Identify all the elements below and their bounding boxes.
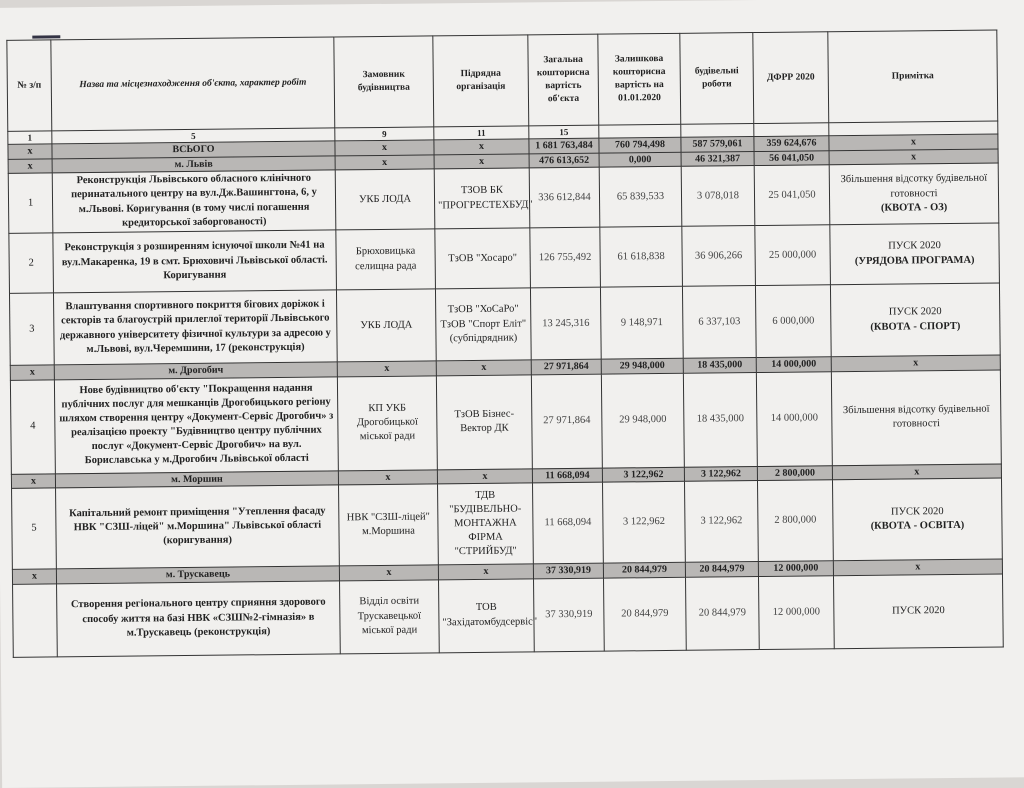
cell-number: x [10,365,54,380]
cell-name: Реконструкція з розширенням існуючої школи №41 на вул.Макаренка, 19 в смт. Брюховичі Львівської області. Коригування [53,230,337,293]
cell-contractor: x [437,469,532,484]
cell-number: x [8,144,52,159]
cell-dfrr-2020: 12 000,000 [758,575,834,649]
note-quota-label: (КВОТА - ОЗ) [880,201,948,214]
cell-note: x [833,559,1002,575]
note-text: Збільшення відсотку будівельної готовності [840,172,988,200]
cell-total-cost: 1 681 763,484 [529,138,599,153]
cell-customer: x [339,565,438,581]
cell-note [832,478,1002,561]
cell-dfrr-2020: 359 624,676 [754,136,829,151]
cell-number: 5 [12,488,57,569]
header-dfrr-2020: ДФРР 2020 [753,32,829,124]
cell-number: 1 [8,173,53,233]
cell-dfrr-2020: 25 041,050 [754,165,830,226]
cell-contractor: ТДВ "БУДІВЕЛЬНО-МОНТАЖНА ФІРМА "СТРИЙБУД" [438,483,534,565]
cell-total-cost: 11 668,094 [533,482,604,564]
cell-total-cost: 27 971,864 [531,374,602,469]
cell-customer: x [338,470,437,486]
cell-note [833,574,1003,649]
cell-name: Влаштування спортивного покриття бігових доріжок і секторів та благоустрій прилеглої території Львівського державного університету фізичної культури за адресою у м.Львові, вул.Черемшини, 17 (реконструкція) [53,290,337,365]
cell-dfrr-2020: 25 000,000 [755,225,831,286]
cell-construction-works: 20 844,979 [685,576,759,650]
cell-residual-cost: 3 122,962 [602,467,684,482]
cell-number: x [11,474,55,489]
table-row [13,574,1004,657]
cell-name: Створення регіонального центру сприяння здорового способу життя на базі НВК «СЗШ№2-гімназія» в м.Трускавець (реконструкція) [57,581,341,657]
table-body [8,134,1003,657]
cell-residual-cost: 20 844,979 [604,577,687,651]
cell-note: x [831,355,1000,371]
note-quota-label: (КВОТА - СПОРТ) [870,320,961,333]
cell-construction-works: 3 078,018 [681,166,755,227]
construction-projects-table [6,29,1003,657]
index-cell: 5 [52,128,335,144]
note-text: ПУСК 2020 [888,306,942,319]
cell-construction-works: 587 579,061 [681,137,754,152]
cell-contractor: ТОВ "Західатомбудсервіс" [439,579,535,653]
note-text: ПУСК 2020 [890,506,944,518]
cell-number: 2 [9,233,54,293]
cell-customer: x [335,155,434,171]
index-cell [754,123,829,137]
header-number: № з/п [7,40,52,131]
cell-dfrr-2020: 56 041,050 [754,150,829,165]
header-customer: Замовник будівництва [334,36,434,128]
table-row [9,223,1000,293]
cell-residual-cost: 29 948,000 [601,373,684,468]
cell-note: x [829,149,998,165]
cell-customer: Відділ освіти Трускавецької міської ради [340,580,440,654]
index-cell [681,124,754,138]
cell-construction-works: 20 844,979 [685,562,758,577]
note-quota-label: (УРЯДОВА ПРОГРАМА) [854,254,975,267]
header-total-cost: Загальна кошторисна вартість об'єкта [528,34,599,126]
cell-customer: x [335,140,434,156]
cell-residual-cost: 760 794,498 [599,137,681,152]
cell-name: м. Львів [52,156,335,173]
cell-customer: УКБ ЛОДА [335,169,435,230]
cell-dfrr-2020: 2 800,000 [757,480,833,562]
table-row [9,283,1000,365]
cell-contractor: x [434,154,529,169]
cell-dfrr-2020: 14 000,000 [756,357,831,372]
cell-name: Реконструкція Львівського обласного клінічного перинатального центру на вул.Дж.Вашингтона, 6, у м.Львові. Коригування (в тому числі погашення кредиторської заборгованості) [52,170,336,233]
cell-construction-works: 6 337,103 [682,286,756,359]
cell-construction-works: 36 906,266 [682,226,756,287]
cell-total-cost: 13 245,316 [530,287,601,360]
cell-note [831,370,1001,466]
cell-dfrr-2020: 12 000,000 [758,561,833,576]
cell-note [830,283,1000,357]
cell-residual-cost: 20 844,979 [603,562,685,577]
cell-contractor: x [436,360,531,375]
note-text: ПУСК 2020 [891,604,945,617]
cell-total-cost: 476 613,652 [529,153,599,168]
cell-dfrr-2020: 2 800,000 [757,465,832,480]
cell-name: м. Дрогобич [54,362,337,379]
cell-customer: КП УКБ Дрогобицької міської ради [337,376,437,471]
cell-number: 4 [10,380,55,474]
cell-contractor: ТЗОВ БК "ПРОГРЕСТЕХБУД" [434,168,530,229]
cell-residual-cost: 65 839,533 [599,166,682,227]
header-note: Примітка [828,30,998,123]
index-cell [599,124,681,138]
cell-residual-cost: 61 618,838 [600,226,683,287]
cell-total-cost: 27 971,864 [531,359,601,374]
cell-note [830,223,1000,285]
cell-name: м. Моршин [55,471,338,488]
cell-note: x [832,464,1001,480]
cell-contractor: x [434,139,529,154]
cell-customer: УКБ ЛОДА [336,289,436,362]
cell-residual-cost: 29 948,000 [601,358,683,373]
note-quota-label: (КВОТА - ОСВІТА) [870,520,965,532]
cell-number [13,584,58,657]
cell-contractor: ТзОВ Бізнес-Вектор ДК [436,375,532,470]
cell-contractor: ТзОВ "Хосаро" [435,228,531,289]
cell-contractor: x [438,564,533,579]
cell-total-cost: 126 755,492 [530,227,601,288]
cell-number: x [12,569,56,584]
cell-note: x [829,134,998,150]
cell-customer: x [337,361,436,377]
index-cell: 1 [8,131,52,145]
note-text: Збільшення відсотку будівельної готовності [842,403,990,430]
cell-customer: НВК "СЗШ-ліцей" м.Моршина [339,484,439,566]
cell-number: 3 [9,293,54,365]
cell-construction-works: 18 435,000 [683,372,757,467]
table-row [8,163,999,233]
cell-construction-works: 46 321,387 [681,151,754,166]
cell-dfrr-2020: 6 000,000 [755,285,831,358]
cell-name: Капітальний ремонт приміщення "Утеплення фасаду НВК "СЗШ-ліцей" м.Моршина" Львівської області (коригування) [56,485,340,569]
cell-total-cost: 37 330,919 [533,563,603,578]
table-row [12,478,1003,569]
cell-residual-cost: 0,000 [599,152,681,167]
index-cell: 9 [335,127,434,141]
cell-construction-works: 18 435,000 [683,358,756,373]
index-cell: 15 [529,125,599,139]
cell-total-cost: 11 668,094 [532,468,602,483]
cell-contractor: ТзОВ "ХоСаРо" ТзОВ "Спорт Еліт" (субпідрядник) [435,288,531,361]
cell-construction-works: 3 122,962 [684,466,757,481]
cell-construction-works: 3 122,962 [684,481,758,563]
cell-total-cost: 37 330,919 [534,578,605,652]
header-construction-works: будівельні роботи [680,33,754,125]
header-residual-cost: Залишкова кошторисна вартість на 01.01.2020 [598,33,681,125]
cell-name: м. Трускавець [56,566,339,583]
cell-customer: Брюховицька селищна рада [336,229,436,290]
cell-name: ВСЬОГО [52,141,335,158]
cell-number: x [8,159,52,174]
header-row [7,30,998,131]
table-row [10,370,1001,474]
index-cell: 11 [434,126,529,140]
header-name: Назва та місцезнаходження об'єкта, характер робіт [51,37,335,131]
cell-dfrr-2020: 14 000,000 [756,371,832,466]
header-contractor: Підрядна організація [433,35,529,127]
cell-residual-cost: 3 122,962 [603,481,686,563]
cell-residual-cost: 9 148,971 [600,286,683,359]
cell-total-cost: 336 612,844 [529,167,600,228]
dash-mark [32,35,60,38]
note-text: ПУСК 2020 [888,240,941,253]
cell-name: Нове будівництво об'єкту "Покращення надання публічних послуг для мешканців Дрогобицького регіону шляхом створення центру «Документ-Сервіс Дрогобич» з реалізацією проекту "Будівництво центру публічних послуг «Документ-Сервіс Дрогобич» на вул. Бориславська у м.Дрогобич Львівської області [54,377,338,474]
cell-note [829,163,999,225]
